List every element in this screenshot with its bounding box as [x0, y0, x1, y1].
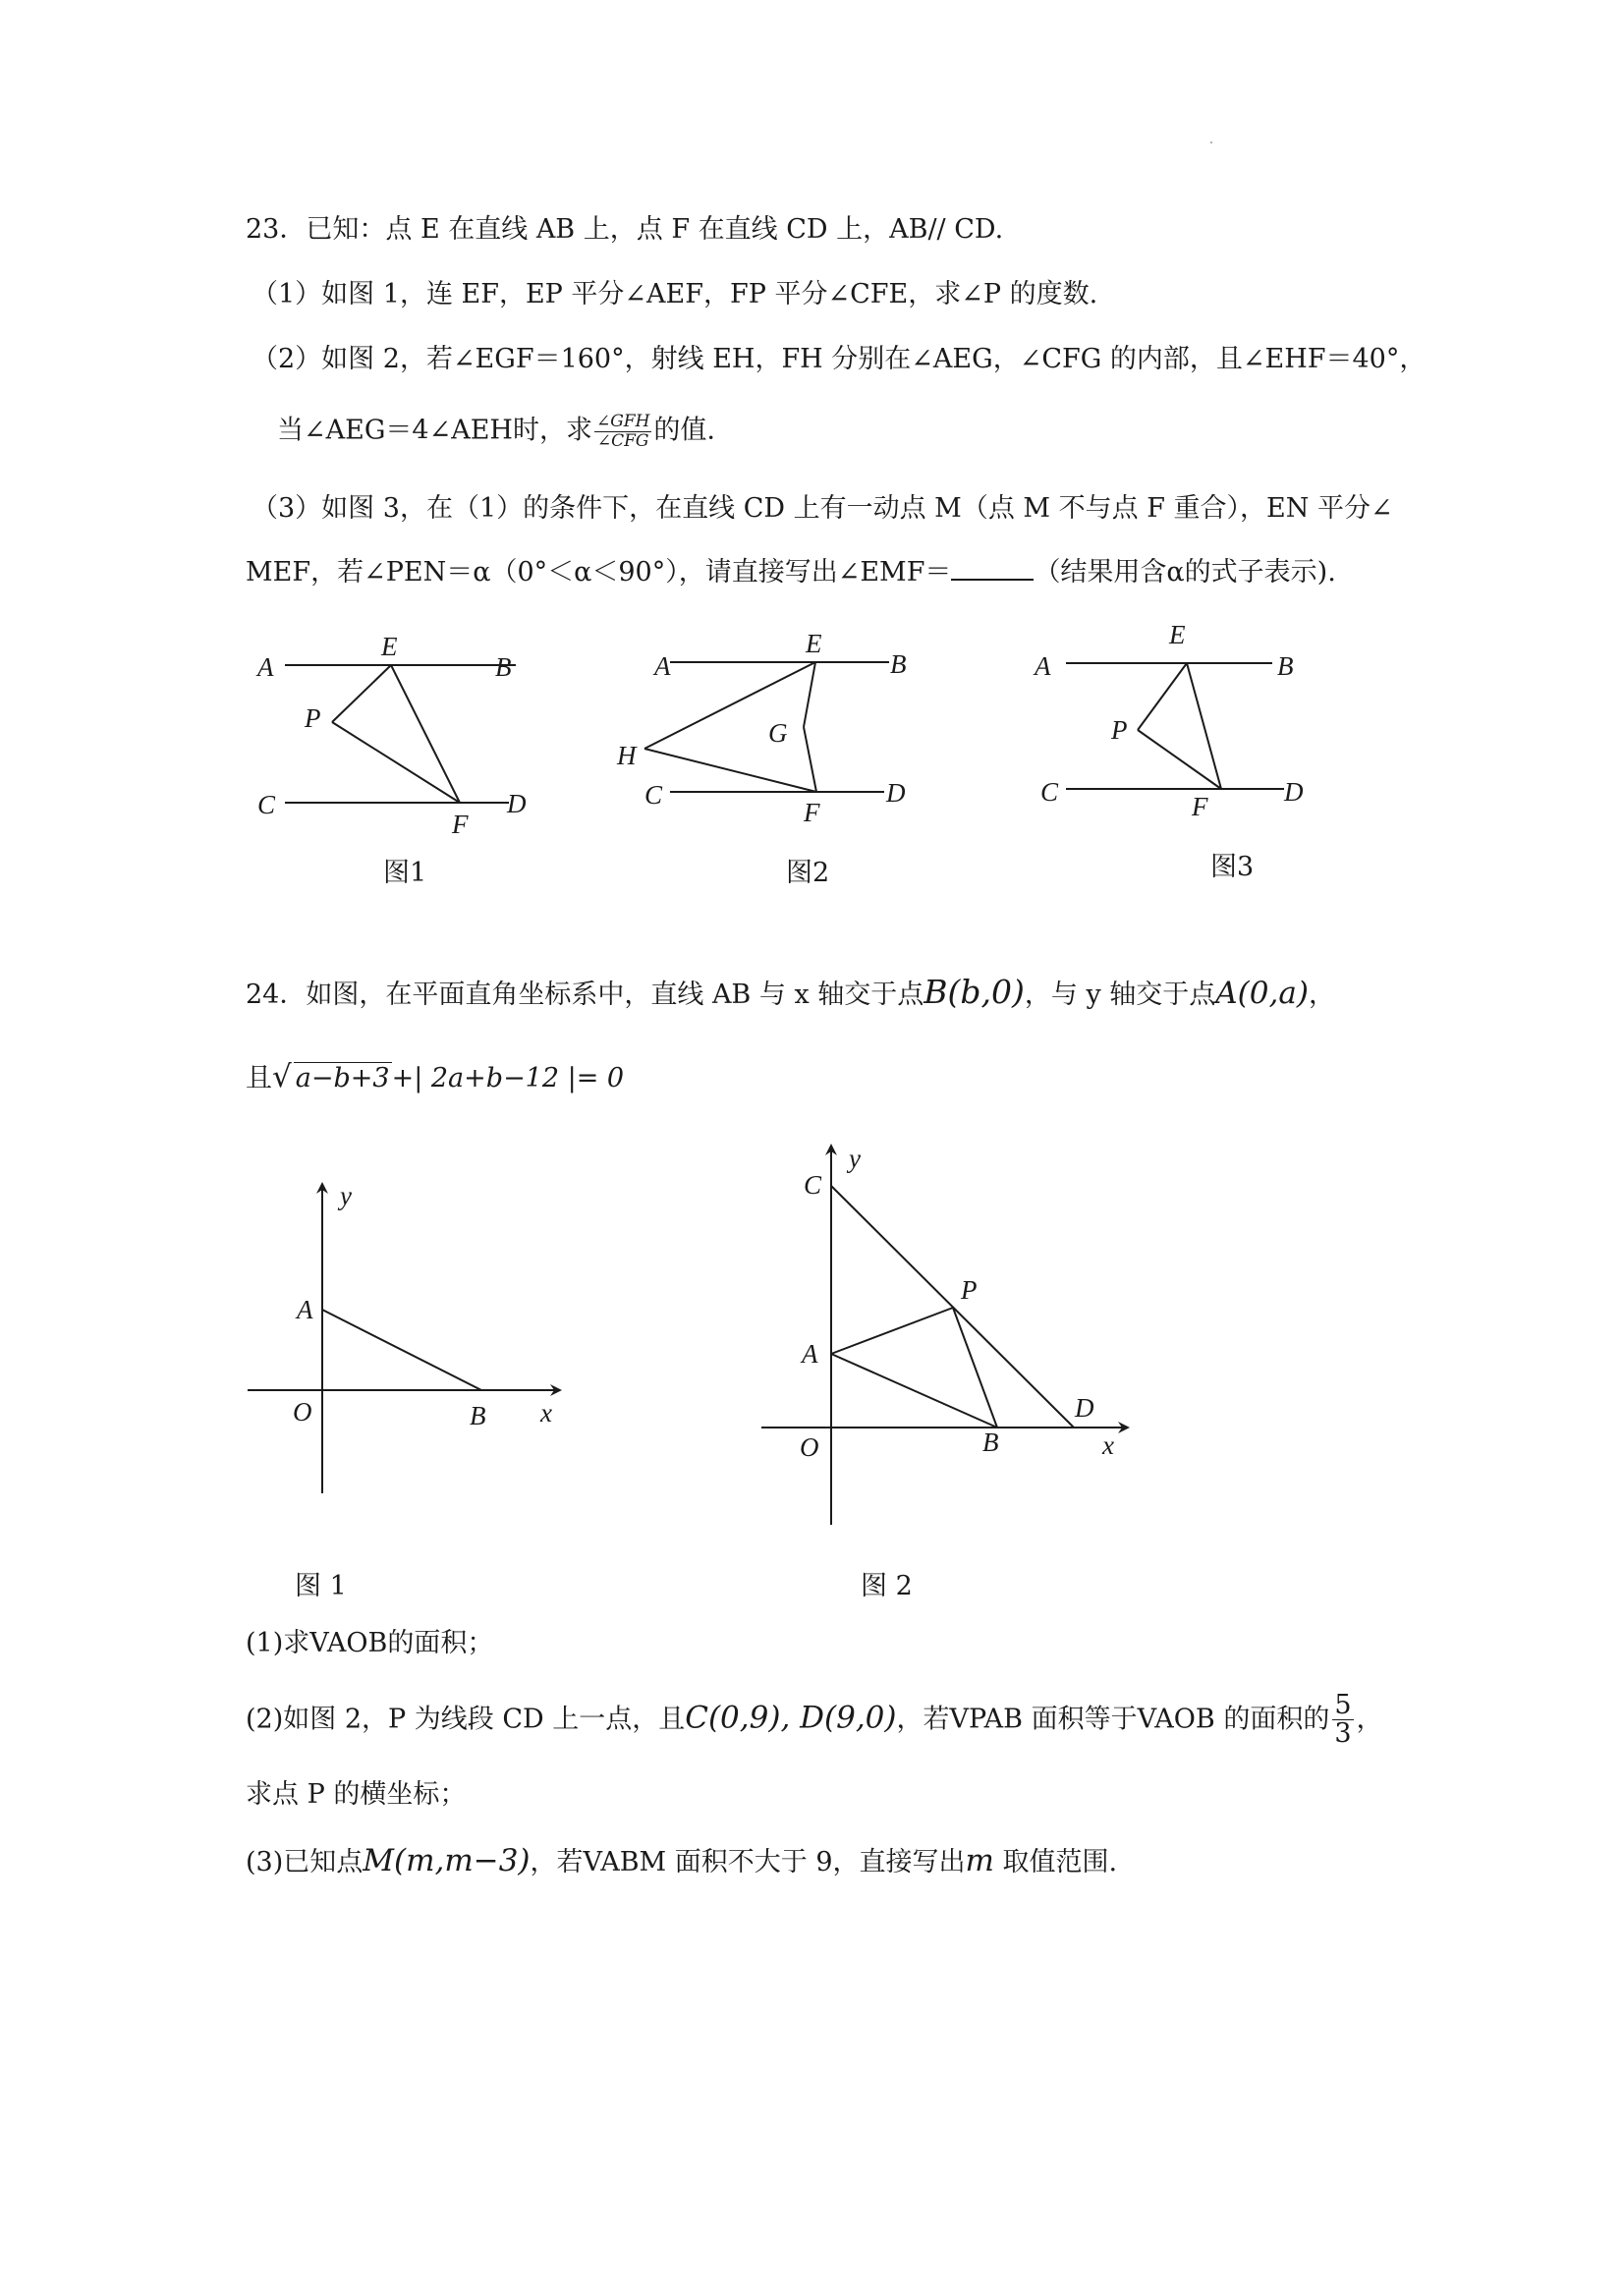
q24-figure-1-caption: 图 1 [295, 1571, 347, 1601]
label-a: A [297, 1295, 313, 1324]
segment-ap [831, 1308, 953, 1354]
q24-sub3-point: M(m,m−3) [363, 1843, 531, 1878]
fraction-numerator: ∠GFH [595, 412, 650, 431]
q23-part3-text-end: （结果用含α的式子表示). [1034, 557, 1336, 588]
label-y: y [340, 1181, 352, 1210]
q24-point-b: B(b,0) [923, 973, 1025, 1011]
q24-sub2-fraction [1332, 1692, 1353, 1749]
q24-figure-1 [236, 1169, 589, 1503]
label-c: C [257, 790, 276, 819]
q23-part2-text-end: 的值. [653, 415, 716, 446]
q23-title: 23．已知：点 E 在直线 AB 上，点 F 在直线 CD 上，AB// CD. [246, 214, 1004, 245]
label-d: D [1075, 1393, 1094, 1423]
label-f: F [1192, 792, 1208, 821]
label-a: A [654, 651, 671, 681]
label-b: B [982, 1428, 999, 1457]
segment-ep [332, 665, 391, 722]
segment-cd [831, 1186, 1074, 1428]
q24-sub2-line2: 求点 P 的横坐标； [246, 1779, 467, 1810]
label-c: C [1040, 777, 1059, 807]
label-p: P [305, 703, 321, 733]
label-y: y [849, 1144, 861, 1173]
label-f: F [452, 810, 469, 839]
segment-hf [644, 749, 816, 792]
label-c: C [644, 780, 663, 810]
label-p: P [961, 1275, 978, 1305]
q24-condition-text: 且 [246, 1063, 272, 1093]
fraction-denominator: ∠CFG [596, 430, 649, 451]
q23-figure-3-caption: 图3 [1210, 852, 1255, 882]
segment-gf [804, 727, 816, 792]
segment-ef [1187, 663, 1221, 789]
label-d: D [886, 778, 906, 808]
q24-point-a: A(0,a) [1215, 976, 1309, 1011]
q23-part2-line2 [277, 413, 715, 450]
label-g: G [768, 718, 788, 748]
q23-part3-line2 [246, 557, 1336, 588]
segment-pf [1138, 730, 1221, 789]
q24-sub3-variable: m [965, 1843, 994, 1878]
q23-figure-1-caption: 图1 [383, 858, 427, 888]
label-b: B [495, 652, 512, 682]
q23-part1: （1）如图 1，连 EF，EP 平分∠AEF，FP 平分∠CFE，求∠P 的度数. [252, 279, 1098, 309]
q24-figure-2 [747, 1140, 1159, 1533]
q23-figure-2 [609, 629, 923, 825]
segment-ep [1138, 663, 1187, 730]
label-e: E [381, 632, 398, 661]
q23-part2-fraction [594, 413, 651, 450]
q23-part3-text: MEF，若∠PEN＝α（0°＜α＜90°），请直接写出∠EMF＝ [246, 557, 952, 588]
fraction-numerator: 5 [1334, 1690, 1352, 1720]
q24-sub3-text-mid: ，若VABM 面积不大于 9，直接写出 [530, 1847, 966, 1877]
label-h: H [617, 741, 637, 770]
q23-figure-2-caption: 图2 [786, 858, 830, 888]
q24-sub2-text: (2)如图 2，P 为线段 CD 上一点，且 [246, 1704, 686, 1735]
q24-sub3-text: (3)已知点 [246, 1847, 364, 1877]
label-d: D [1284, 777, 1304, 807]
segment-ab [322, 1310, 481, 1390]
label-p: P [1111, 715, 1128, 745]
label-e: E [806, 629, 822, 658]
page-speck [1210, 141, 1212, 143]
q24-intro-text-mid: ，与 y 轴交于点 [1024, 980, 1216, 1010]
q24-condition: 且√ a−b+3+| 2a+b−12 |= 0 [246, 1059, 625, 1094]
q24-sub2-text-end: ， [1356, 1704, 1383, 1735]
q23-figure-3 [1027, 619, 1321, 821]
segment-eg [804, 662, 815, 727]
label-o: O [293, 1397, 312, 1427]
q23-part3-line1: （3）如图 3，在（1）的条件下，在直线 CD 上有一动点 M（点 M 不与点 F 重合），EN 平分∠ [252, 493, 1393, 524]
label-d: D [507, 789, 527, 818]
q24-sub3 [246, 1843, 1117, 1879]
q24-sub2-line1 [246, 1692, 1383, 1749]
segment-pb [953, 1308, 997, 1428]
q23-part2-text: 当∠AEG＝4∠AEH时，求 [277, 415, 592, 446]
label-f: F [804, 798, 820, 827]
label-b: B [470, 1401, 486, 1430]
label-x: x [540, 1398, 552, 1428]
q23-figure-1 [246, 629, 540, 839]
label-o: O [800, 1432, 819, 1462]
label-a: A [257, 652, 274, 682]
q24-sub2-points: C(0,9), D(9,0) [685, 1700, 897, 1736]
q24-abs-expression: +| 2a+b−12 |= 0 [391, 1063, 625, 1093]
q24-intro [246, 973, 1335, 1012]
answer-blank [951, 557, 1034, 581]
segment-ab [831, 1354, 997, 1428]
q24-intro-text: 24．如图，在平面直角坐标系中，直线 AB 与 x 轴交于点 [246, 980, 924, 1010]
q24-sqrt-expression: a−b+3 [295, 1063, 390, 1093]
label-b: B [890, 649, 907, 679]
label-e: E [1169, 620, 1186, 649]
fraction-denominator: 3 [1334, 1718, 1352, 1750]
q24-sub2-text-mid: ，若VPAB 面积等于VAOB 的面积的 [896, 1704, 1330, 1735]
label-x: x [1102, 1430, 1114, 1460]
q24-figure-2-caption: 图 2 [861, 1571, 913, 1601]
q24-sub1: (1)求VAOB的面积； [246, 1628, 494, 1658]
q23-part2-line1: （2）如图 2，若∠EGF＝160°，射线 EH，FH 分别在∠AEG，∠CFG 的内部，且∠EHF＝40°， [252, 344, 1427, 374]
label-b: B [1277, 651, 1294, 681]
label-a: A [802, 1339, 818, 1369]
q24-intro-text-end: ， [1308, 980, 1335, 1010]
label-c: C [804, 1170, 822, 1200]
label-a: A [1035, 651, 1051, 681]
q24-sub3-text-end: 取值范围. [993, 1847, 1118, 1877]
